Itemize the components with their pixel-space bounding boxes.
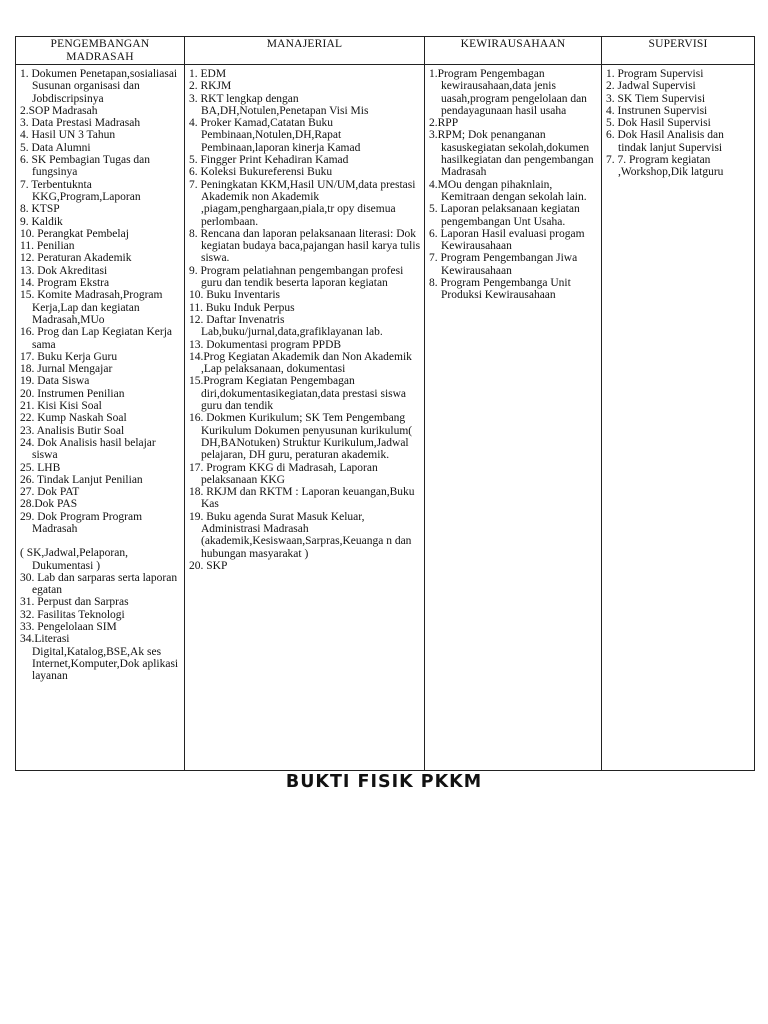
header-pengembangan-madrasah: PENGEMBANGAN MADRASAH — [16, 37, 185, 65]
list-item: 13. Dok Akreditasi — [20, 264, 108, 277]
list-item: 34.Literasi Digital,Katalog,BSE,Ak ses Internet,Komputer,Dok aplikasi layanan — [20, 633, 179, 683]
page-title: BUKTI FISIK PKKM — [285, 772, 483, 792]
bukti-fisik-table — [15, 36, 755, 771]
list-item: 6. Dok Hasil Analisis dan tindak lanjut Supervisi — [606, 129, 724, 154]
column-manajerial — [185, 65, 425, 771]
list-item: 27. Dok PAT — [20, 486, 80, 499]
list-item: 4.MOu dengan pihaknlain, Kemitraan dengan sekolah lain. — [429, 178, 587, 203]
list-item: 20. Instrumen Penilian — [20, 387, 125, 400]
list-item: 2.RPP — [429, 117, 459, 130]
list-item: 2. Jadwal Supervisi — [606, 80, 696, 93]
list-item: 10. Buku Inventaris — [189, 289, 281, 302]
column-kewirausahaan — [425, 65, 602, 771]
list-item: 1. EDM — [189, 68, 227, 80]
list-item: 5. Laporan pelaksanaan kegiatan pengembangan Unt Usaha. — [429, 203, 580, 228]
list-item: 18. RKJM dan RKTM : Laporan keuangan,Buku Kas — [189, 486, 415, 511]
list-item: 20. SKP — [189, 559, 228, 572]
list-item: 19. Data Siswa — [20, 375, 90, 388]
content-row — [16, 65, 755, 771]
list-item: 8. KTSP — [20, 203, 60, 216]
list-item: ( SK,Jadwal,Pelaporan, Dukumentasi ) — [20, 547, 128, 572]
list-item: 1.Program Pengembagan kewirausahaan,data jenis uasah,program pengelolaan dan pendayagunaan hasil usaha — [429, 68, 587, 117]
list-item: 11. Buku Induk Perpus — [189, 301, 295, 314]
column-supervisi — [602, 65, 755, 771]
list-item: 29. Dok Program Program Madrasah — [20, 510, 143, 535]
header-supervisi: SUPERVISI — [602, 37, 755, 65]
list-item: 11. Penilian — [20, 240, 75, 253]
list-item: 2. RKJM — [189, 80, 232, 93]
list-item: 3.RPM; Dok penanganan kasuskegiatan sekolah,dokumen hasilkegiatan dan pengembangan Madrasah — [429, 129, 594, 179]
list-item: 7. 7. Program kegiatan ,Workshop,Dik latguru — [606, 154, 724, 179]
list-item: 15.Program Kegiatan Pengembagan diri,dokumentasikegiatan,data prestasi siswa guru dan tendik — [189, 375, 407, 413]
list-item: 19. Buku agenda Surat Masuk Keluar, Administrasi Madrasah (akademik,Kesiswaan,Sarpras,Keuanga n dan hubungan masyarakat ) — [189, 510, 412, 560]
list-item: 16. Dokmen Kurikulum; SK Tem Pengembang Kurikulum Dokumen penyusunan kurikulum( DH,BANotuken) Struktur Kurikulum,Jadwal pelajaran, DH guru, peraturan akademik. — [189, 412, 413, 462]
list-item: 4. Hasil UN 3 Tahun — [20, 129, 116, 142]
list-item: 25. LHB — [20, 461, 61, 474]
list-item: 6. SK Pembagian Tugas dan fungsinya — [20, 154, 151, 179]
list-item: 5. Dok Hasil Supervisi — [606, 117, 711, 130]
list-item: 26. Tindak Lanjut Penilian — [20, 473, 143, 486]
list-item: 33. Pengelolaan SIM — [20, 621, 117, 634]
list-item: 31. Perpust dan Sarpras — [20, 596, 129, 609]
list-item: 3. RKT lengkap dengan BA,DH,Notulen,Penetapan Visi Mis — [189, 92, 369, 117]
list-item: 5. Data Alumni — [20, 141, 91, 154]
list-item: 16. Prog dan Lap Kegiatan Kerja sama — [20, 326, 173, 351]
column-pengembangan-madrasah — [16, 65, 185, 771]
header-row — [16, 37, 755, 65]
list-item: 9. Program pelatiahnan pengembangan profesi guru dan tendik beserta laporan kegiatan — [189, 264, 404, 290]
list-item: 21. Kisi Kisi Soal — [20, 400, 102, 413]
kewirausahaan-list — [429, 68, 599, 302]
list-item: 17. Program KKG di Madrasah, Laporan pelaksanaan KKG — [189, 461, 378, 486]
list-item: 22. Kump Naskah Soal — [20, 412, 127, 425]
list-item: 2.SOP Madrasah — [20, 104, 98, 117]
header-kewirausahaan: KEWIRAUSAHAAN — [425, 37, 602, 65]
header-manajerial: MANAJERIAL — [185, 37, 425, 65]
list-item: 17. Buku Kerja Guru — [20, 350, 118, 363]
list-item: 3. SK Tiem Supervisi — [606, 92, 706, 105]
list-item: 7. Peningkatan KKM,Hasil UN/UM,data prestasi Akademik non Akademik ,piagam,penghargaan,piala,tr opy disemua perlombaan. — [189, 178, 416, 228]
list-item: 5. Fingger Print Kehadiran Kamad — [189, 154, 349, 167]
list-item: 12. Peraturan Akademik — [20, 252, 132, 265]
pengembangan-madrasah-list — [20, 68, 182, 683]
list-item: 1. Dokumen Penetapan,sosialiasai Susunan organisasi dan Jobdiscripsinya — [20, 68, 178, 105]
list-item: 4. Proker Kamad,Catatan Buku Pembinaan,Notulen,DH,Rapat Pembinaan,laporan kinerja Kamad — [189, 117, 361, 154]
manajerial-list — [189, 68, 422, 572]
list-item: 14. Program Ekstra — [20, 277, 110, 290]
list-item: 24. Dok Analisis hasil belajar siswa — [20, 436, 156, 462]
supervisi-list — [606, 68, 752, 179]
list-item: 8. Rencana dan laporan pelaksanaan literasi: Dok kegiatan budaya baca,pajangan hasil karya tulis siswa. — [189, 227, 421, 265]
list-item: 6. Koleksi Bukureferensi Buku — [189, 166, 333, 179]
list-item: 18. Jurnal Mengajar — [20, 363, 113, 376]
list-item: 7. Terbentuknta KKG,Program,Laporan — [20, 178, 141, 203]
list-item: 32. Fasilitas Teknologi — [20, 608, 125, 621]
list-item: 30. Lab dan sarparas serta laporan egatan — [20, 571, 178, 597]
list-item: 13. Dokumentasi program PPDB — [189, 338, 342, 351]
list-item: 15. Komite Madrasah,Program Kerja,Lap dan kegiatan Madrasah,MUo — [20, 289, 163, 326]
list-item: 23. Analisis Butir Soal — [20, 424, 125, 437]
list-item: 4. Instrunen Supervisi — [606, 104, 708, 117]
list-item: 28.Dok PAS — [20, 498, 78, 511]
list-item: 12. Daftar Invenatris Lab,buku/jurnal,data,grafiklayanan lab. — [189, 313, 383, 339]
list-item: 7. Program Pengembangan Jiwa Kewirausahaan — [429, 252, 578, 277]
list-item: 9. Kaldik — [20, 215, 63, 228]
list-item: 6. Laporan Hasil evaluasi progam Kewirausahaan — [429, 227, 585, 253]
list-item: 8. Program Pengembanga Unit Produksi Kewirausahaan — [429, 277, 571, 302]
list-item: 3. Data Prestasi Madrasah — [20, 117, 141, 130]
list-item: 10. Perangkat Pembelaj — [20, 227, 129, 240]
list-item: 14.Prog Kegiatan Akademik dan Non Akademik ,Lap pelaksanaan, dokumentasi — [189, 350, 412, 376]
list-item: 1. Program Supervisi — [606, 68, 704, 80]
